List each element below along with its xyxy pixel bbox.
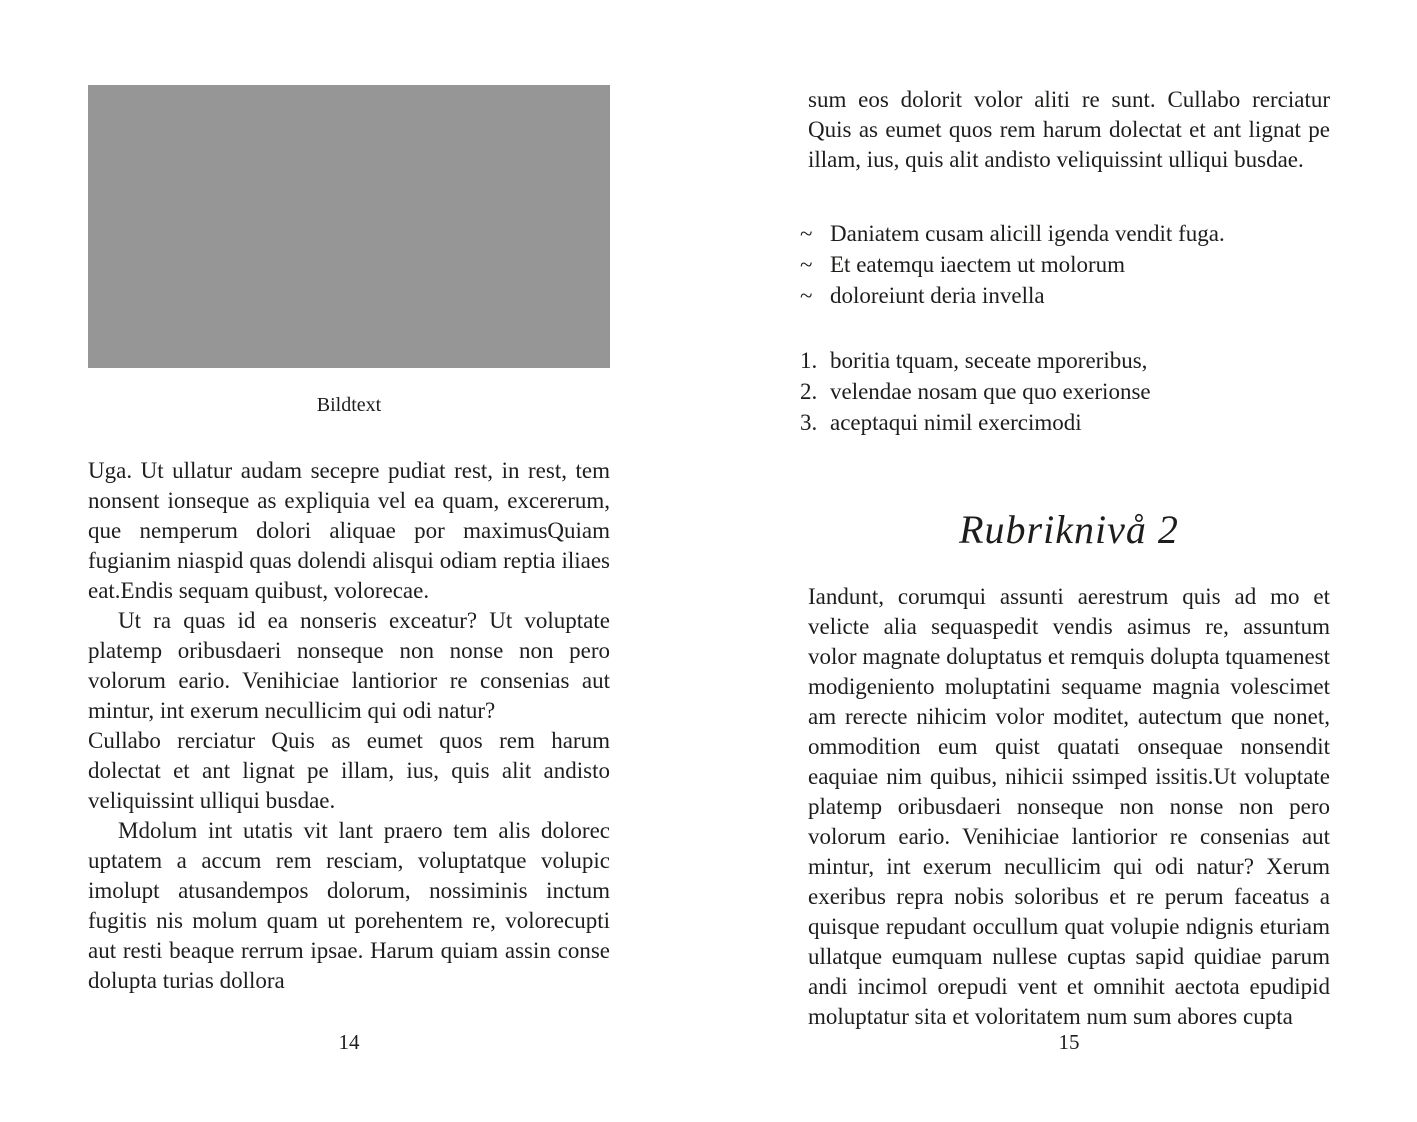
list-item-text: boritia tquam, seceate mporeribus, xyxy=(830,348,1148,373)
list-item xyxy=(800,218,1330,249)
list-item-text: Daniatem cusam alicill igenda vendit fuga. xyxy=(830,221,1225,246)
number-marker: 3. xyxy=(800,410,818,435)
paragraph: Uga. Ut ullatur audam secepre pudiat rest, in rest, tem nonsent ionseque as expliquia vel ea quam, excererum, que nemperum dolori aliquae por maximusQuiam fugianim niaspid quas dolendi alisqui odiam reptia iliaes eat.Endis sequam quibust, volorecae. xyxy=(88,458,610,603)
section-heading: Rubriknivå 2 xyxy=(959,507,1179,552)
list-item xyxy=(800,376,1330,407)
list-item xyxy=(800,345,1330,376)
image-placeholder xyxy=(88,85,610,368)
tilde-marker: ~ xyxy=(800,252,813,277)
list-item xyxy=(800,249,1330,280)
list-item xyxy=(800,407,1330,438)
paragraph: sum eos dolorit volor aliti re sunt. Cullabo rerciatur Quis as eumet quos rem harum dolectat et ant lignat pe illam, ius, quis alit andisto veliquissint ulliqui busdae. xyxy=(808,87,1330,172)
page-number-right: 15 xyxy=(1058,1030,1080,1054)
paragraph: Cullabo rerciatur Quis as eumet quos rem harum dolectat et ant lignat pe illam, ius, quis alit andisto veliquissint ulliqui busdae. xyxy=(88,728,610,813)
number-marker: 2. xyxy=(800,379,818,404)
paragraph: Mdolum int utatis vit lant praero tem alis dolorec uptatem a accum rem resciam, voluptatque volupic imolupt atusandempos dolorum, nossiminis inctum fugitis nis molum quam ut porehentem re, volorecupti aut resti beaque rerrum ipsae. Harum quiam assin conse dolupta turias dollora xyxy=(88,818,610,993)
list-item-text: doloreiunt deria invella xyxy=(830,283,1045,308)
list-item-text: Et eatemqu iaectem ut molorum xyxy=(830,252,1126,277)
list-item xyxy=(800,280,1330,311)
tilde-list xyxy=(800,218,1330,311)
page-left xyxy=(88,85,610,996)
list-item-text: aceptaqui nimil exercimodi xyxy=(830,410,1082,435)
paragraph: Ut ra quas id ea nonseris exceatur? Ut voluptate platemp oribusdaeri nonseque non nonse non pero volorum eario. Venihiciae lantiorior re consenias aut mintur, int exerum necullicim qui odi natur? xyxy=(88,608,610,723)
image-caption: Bildtext xyxy=(316,394,382,416)
left-body-text xyxy=(88,456,610,996)
list-item-text: velendae nosam que quo exerionse xyxy=(830,379,1151,404)
paragraph: Iandunt, corumqui assunti aerestrum quis ad mo et velicte alia sequaspedit vendis asimus re, assuntum volor magnate doluptatus et remquis dolupta tquamenest modigeniento moluptatini sequame magnia volescimet am rerecte nihicim volor moditet, autectum que nonet, ommodition eum quist quatati onsequae nonsendit eaquiae nim quibus, nihicii ssimped issitis.Ut voluptate platemp oribusdaeri nonseque non nonse non pero volorum eario. Venihiciae lantiorior re consenias aut mintur, int exerum necullicim qui odi natur? Xerum exeribus repra nobis soloribus et re perum faceatus a quisque repudant occullum quat volupie ndignis eturiam ullatque eumquam nullese cuptas sapid quidiae parum andi incimol orepudi vent et omnihit aectota epudipid moluptatur sita et voloritatem num sum abores cupta xyxy=(808,584,1330,1029)
page-right xyxy=(800,85,1330,1032)
tilde-marker: ~ xyxy=(800,283,813,308)
tilde-marker: ~ xyxy=(800,221,813,246)
number-marker: 1. xyxy=(800,348,818,373)
page-number-left: 14 xyxy=(338,1030,360,1054)
numbered-list xyxy=(800,345,1330,438)
